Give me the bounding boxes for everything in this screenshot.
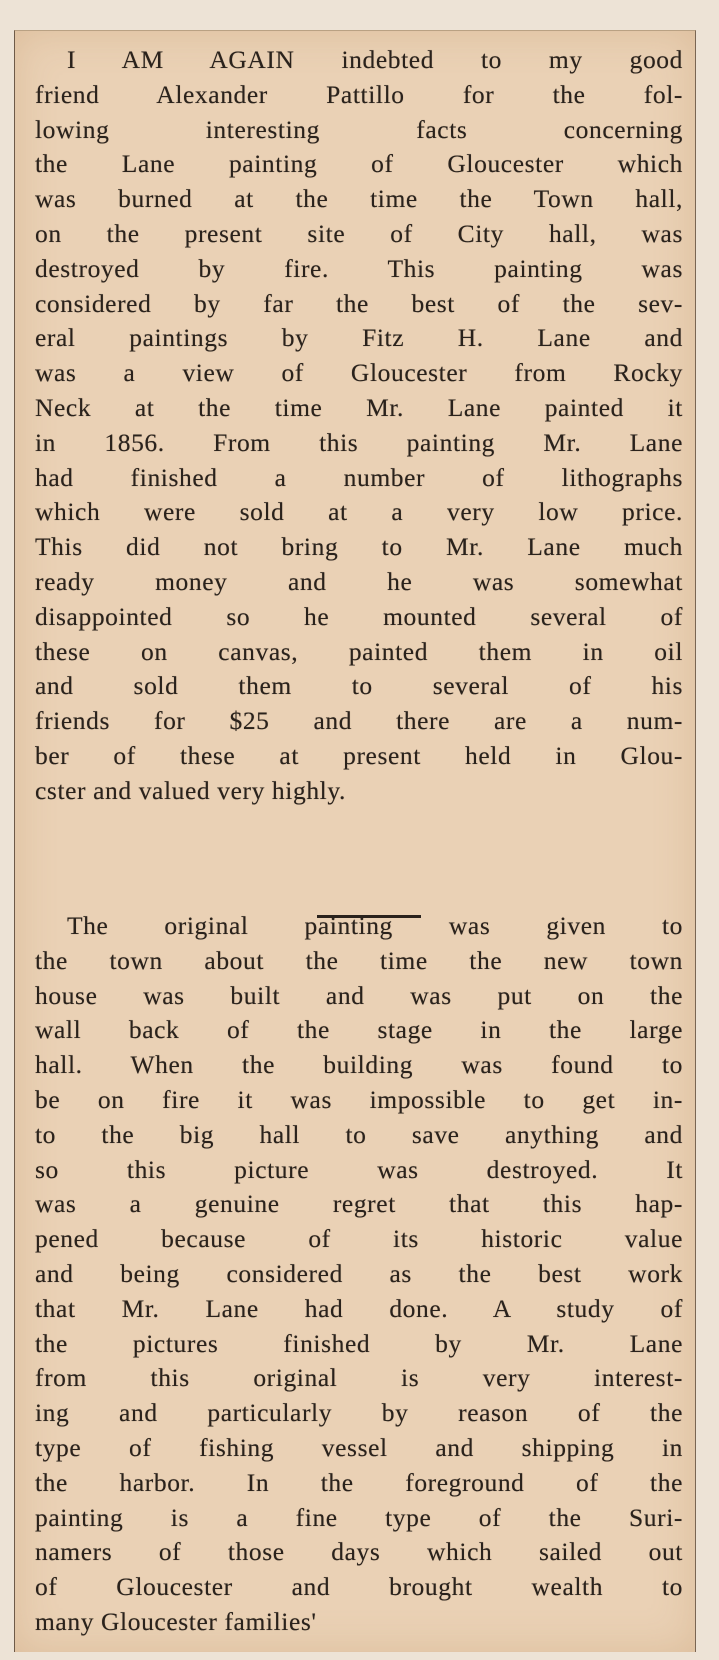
article-paragraph-1 — [35, 43, 683, 809]
text-line: these on canvas, painted them in oil — [35, 636, 683, 666]
text-line: on the present site of City hall, was — [35, 218, 683, 248]
text-line: so this picture was destroyed. It — [35, 1154, 683, 1184]
text-line: Neck at the time Mr. Lane painted it — [35, 392, 683, 422]
text-line: was a view of Gloucester from Rocky — [35, 358, 683, 388]
article-paragraph-2 — [35, 909, 683, 1640]
text-line: was burned at the time the Town hall, — [35, 184, 683, 214]
text-line: pened because of its historic value — [35, 1224, 683, 1254]
text-line: This did not bring to Mr. Lane much — [35, 532, 683, 562]
text-line: eral paintings by Fitz H. Lane and — [35, 323, 683, 353]
text-line: had finished a number of lithographs — [35, 462, 683, 492]
text-line: painting is a fine type of the Suri- — [35, 1502, 683, 1532]
text-line: and sold them to several of his — [35, 671, 683, 701]
text-line: wall back of the stage in the large — [35, 1015, 683, 1045]
text-line: hall. When the building was found to — [35, 1050, 683, 1080]
text-line: disappointed so he mounted several of — [35, 601, 683, 631]
text-line: destroyed by fire. This painting was — [35, 253, 683, 283]
text-line: ber of these at present held in Glou- — [35, 740, 683, 770]
text-line: and being considered as the best work — [35, 1258, 683, 1288]
text-line: be on fire it was impossible to get in- — [35, 1084, 683, 1114]
text-line: of Gloucester and brought wealth to — [35, 1572, 683, 1602]
text-line: was a genuine regret that this hap- — [35, 1189, 683, 1219]
text-line: many Gloucester families' — [35, 1606, 317, 1636]
text-line: ing and particularly by reason of the — [35, 1398, 683, 1428]
text-line: friends for $25 and there are a num- — [35, 706, 683, 736]
text-line: which were sold at a very low price. — [35, 497, 683, 527]
text-line: in 1856. From this painting Mr. Lane — [35, 427, 683, 457]
text-line: the town about the time the new town — [35, 945, 683, 975]
text-line: The original painting was given to — [67, 911, 683, 940]
text-line: the pictures finished by Mr. Lane — [35, 1328, 683, 1358]
text-line: I AM AGAIN indebted to my good — [67, 45, 683, 74]
text-line: ready money and he was somewhat — [35, 566, 683, 596]
text-line: namers of those days which sailed out — [35, 1537, 683, 1567]
text-line: type of fishing vessel and shipping in — [35, 1432, 683, 1462]
text-line: the Lane painting of Gloucester which — [35, 149, 683, 179]
text-line: to the big hall to save anything and — [35, 1119, 683, 1149]
text-line: considered by far the best of the sev- — [35, 288, 683, 318]
text-line: house was built and was put on the — [35, 980, 683, 1010]
text-line: cster and valued very highly. — [35, 775, 347, 805]
text-line: friend Alexander Pattillo for the fol- — [35, 79, 683, 109]
text-line: that Mr. Lane had done. A study of — [35, 1293, 683, 1323]
text-line: lowing interesting facts concerning — [35, 114, 683, 144]
newspaper-clipping — [14, 30, 696, 1652]
text-line: from this original is very interest- — [35, 1363, 683, 1393]
text-line: the harbor. In the foreground of the — [35, 1467, 683, 1497]
